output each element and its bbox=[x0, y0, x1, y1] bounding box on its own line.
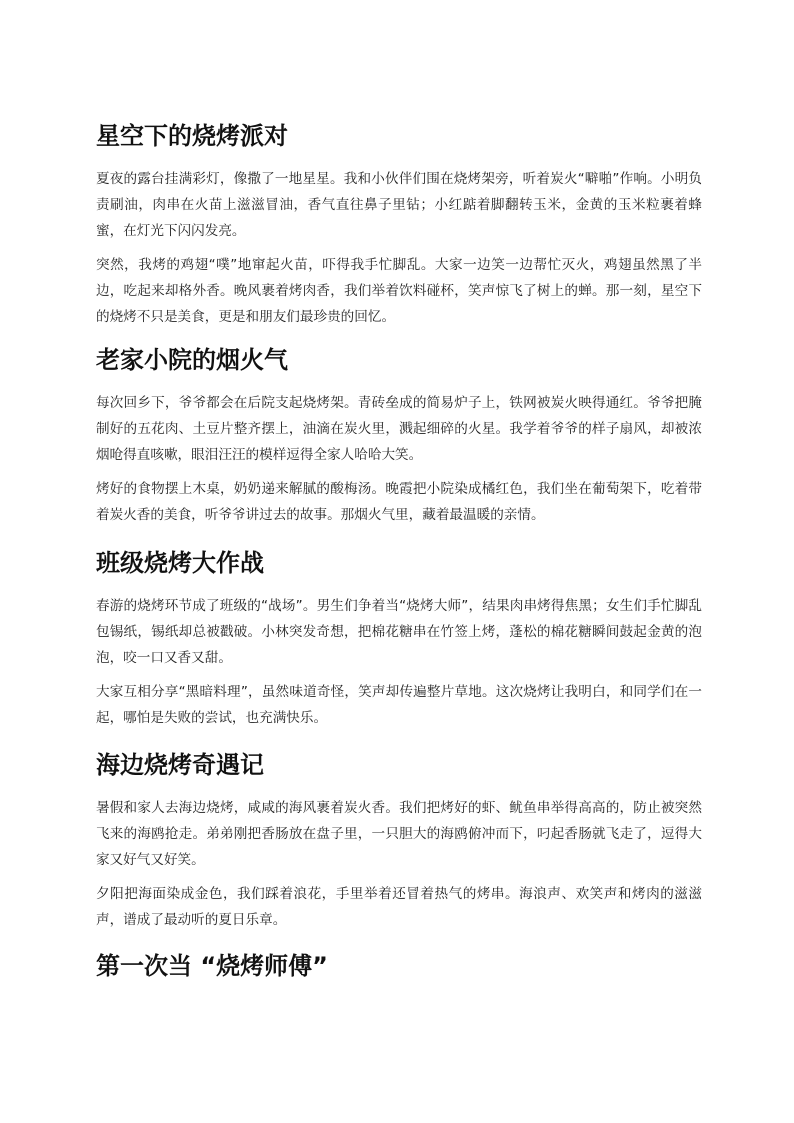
section-first-bbq-master bbox=[96, 950, 702, 982]
section-body bbox=[96, 166, 702, 330]
section-body bbox=[96, 593, 702, 731]
section-starry-bbq bbox=[96, 120, 702, 330]
section-hometown-yard bbox=[96, 344, 702, 528]
section-class-bbq bbox=[96, 547, 702, 731]
paragraph: 突然，我烤的鸡翅“噗”地窜起火苗，吓得我手忙脚乱。大家一边笑一边帮忙灭火，鸡翅虽然黑了半边，吃起来却格外香。晚风裹着烤肉香，我们举着饮料碰杯，笑声惊飞了树上的蝉。那一刻，星空下的烧烤不只是美食，更是和朋友们最珍贵的回忆。 bbox=[96, 257, 702, 325]
section-title: 第一次当 “烧烤师傅” bbox=[96, 952, 328, 980]
paragraph: 烤好的食物摆上木桌，奶奶递来解腻的酸梅汤。晚霞把小院染成橘红色，我们坐在葡萄架下，吃着带着炭火香的美食，听爷爷讲过去的故事。那烟火气里，藏着最温暖的亲情。 bbox=[96, 481, 702, 523]
section-body bbox=[96, 390, 702, 528]
section-seaside-bbq bbox=[96, 749, 702, 933]
paragraph: 每次回乡下，爷爷都会在后院支起烧烤架。青砖垒成的简易炉子上，铁网被炭火映得通红。爷爷把腌制好的五花肉、土豆片整齐摆上，油滴在炭火里，溅起细碎的火星。我学着爷爷的样子扇风，却被浓烟呛得直咳嗽，眼泪汪汪的模样逗得全家人哈哈大笑。 bbox=[96, 395, 702, 463]
paragraph: 大家互相分享“黑暗料理”，虽然味道奇怪，笑声却传遍整片草地。这次烧烤让我明白，和同学们在一起，哪怕是失败的尝试，也充满快乐。 bbox=[96, 684, 702, 726]
paragraph: 春游的烧烤环节成了班级的“战场”。男生们争着当“烧烤大师”，结果肉串烤得焦黑；女生们手忙脚乱包锡纸，锡纸却总被戳破。小林突发奇想，把棉花糖串在竹签上烤，蓬松的棉花糖瞬间鼓起金黄的泡泡，咬一口又香又甜。 bbox=[96, 598, 702, 666]
paragraph: 暑假和家人去海边烧烤，咸咸的海风裹着炭火香。我们把烤好的虾、鱿鱼串举得高高的，防止被突然飞来的海鸥抢走。弟弟刚把香肠放在盘子里，一只胆大的海鸥俯冲而下，叼起香肠就飞走了，逗得大家又好气又好笑。 bbox=[96, 800, 702, 868]
section-title: 星空下的烧烤派对 bbox=[96, 122, 288, 150]
section-title: 班级烧烤大作战 bbox=[96, 549, 264, 577]
section-title: 老家小院的烟火气 bbox=[96, 346, 288, 374]
section-body bbox=[96, 795, 702, 933]
section-title: 海边烧烤奇遇记 bbox=[96, 751, 264, 779]
paragraph: 夏夜的露台挂满彩灯，像撒了一地星星。我和小伙伴们围在烧烤架旁，听着炭火“噼啪”作响。小明负责刷油，肉串在火苗上滋滋冒油，香气直往鼻子里钻；小红踮着脚翻转玉米，金黄的玉米粒裹着蜂蜜，在灯光下闪闪发亮。 bbox=[96, 171, 702, 239]
paragraph: 夕阳把海面染成金色，我们踩着浪花，手里举着还冒着热气的烤串。海浪声、欢笑声和烤肉的滋滋声，谱成了最动听的夏日乐章。 bbox=[96, 886, 702, 928]
